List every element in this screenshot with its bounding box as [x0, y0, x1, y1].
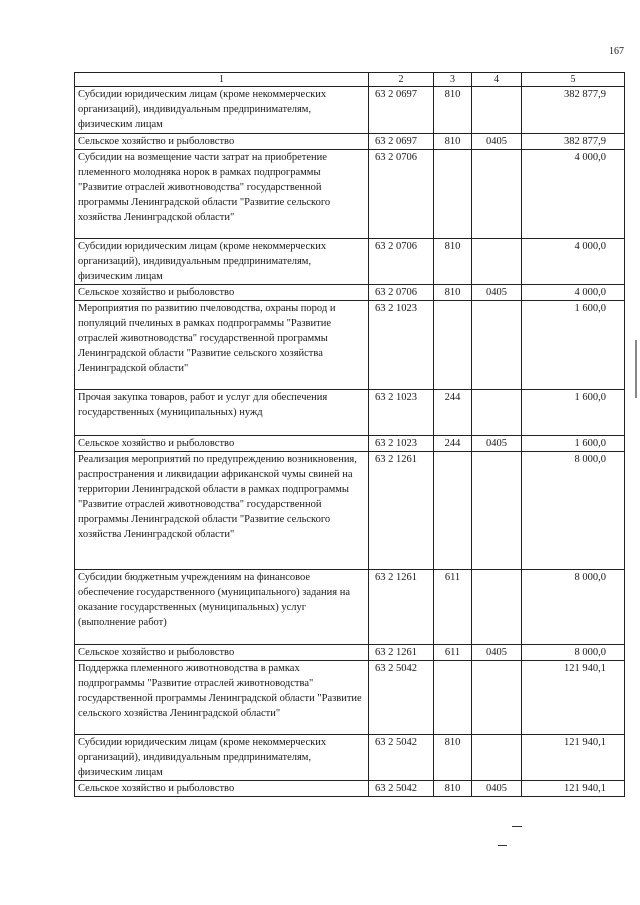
table-row: [75, 661, 625, 735]
row-section: [472, 150, 522, 239]
row-sum: 4 000,0: [522, 239, 625, 285]
row-name: Сельское хозяйство и рыболовство: [75, 285, 369, 301]
row-sum: 4 000,0: [522, 150, 625, 239]
row-sum: 382 877,9: [522, 134, 625, 150]
table-row: [75, 134, 625, 150]
row-section: [472, 570, 522, 645]
row-sum: 8 000,0: [522, 452, 625, 570]
row-sum: 1 600,0: [522, 301, 625, 390]
row-section: [472, 661, 522, 735]
header-cell-name: 1: [75, 73, 369, 87]
row-expense-type: [434, 150, 472, 239]
row-expense-type: [434, 661, 472, 735]
scan-speck: [498, 845, 507, 846]
scan-speck: [512, 826, 522, 827]
budget-table: [74, 72, 625, 797]
row-name: Субсидии юридическим лицам (кроме некоммерческих организаций), индивидуальным предпринимателям, физическим лицам: [75, 87, 369, 134]
row-name: Субсидии юридическим лицам (кроме некоммерческих организаций), индивидуальным предпринимателям, физическим лицам: [75, 735, 369, 781]
row-sum: 8 000,0: [522, 570, 625, 645]
row-section: 0405: [472, 645, 522, 661]
scan-edge-mark: [635, 340, 637, 398]
row-name: Субсидии юридическим лицам (кроме некоммерческих организаций), индивидуальным предпринимателям, физическим лицам: [75, 239, 369, 285]
row-sum: 1 600,0: [522, 436, 625, 452]
row-sum: 8 000,0: [522, 645, 625, 661]
table-row: [75, 645, 625, 661]
table-header-row: [75, 73, 625, 87]
row-expense-type: 810: [434, 735, 472, 781]
row-expense-type: 244: [434, 390, 472, 436]
row-sum: 121 940,1: [522, 661, 625, 735]
table-row: [75, 285, 625, 301]
table-row: [75, 436, 625, 452]
row-code: 63 2 1261: [369, 570, 434, 645]
row-code: 63 2 0697: [369, 87, 434, 134]
row-code: 63 2 5042: [369, 735, 434, 781]
row-sum: 121 940,1: [522, 735, 625, 781]
table-row: [75, 390, 625, 436]
table-row: [75, 150, 625, 239]
row-code: 63 2 0706: [369, 150, 434, 239]
row-section: 0405: [472, 781, 522, 797]
row-section: [472, 452, 522, 570]
row-name: Реализация мероприятий по предупреждению возникновения, распространения и ликвидации африканской чумы свиней на территории Ленинградской области в рамках подпрограммы "Развитие отраслей животноводства" государственной программы Ленинградской области "Развитие сельского хозяйства Ленинградской области": [75, 452, 369, 570]
header-cell-rz: 4: [472, 73, 522, 87]
row-code: 63 2 1023: [369, 436, 434, 452]
row-expense-type: 611: [434, 645, 472, 661]
row-expense-type: 810: [434, 134, 472, 150]
row-section: [472, 390, 522, 436]
row-name: Сельское хозяйство и рыболовство: [75, 645, 369, 661]
row-expense-type: 810: [434, 781, 472, 797]
page-number: 167: [609, 46, 624, 57]
row-code: 63 2 0706: [369, 285, 434, 301]
row-expense-type: 244: [434, 436, 472, 452]
header-cell-vr: 3: [434, 73, 472, 87]
row-name: Поддержка племенного животноводства в рамках подпрограммы "Развитие отраслей животноводства" государственной программы Ленинградской области "Развитие сельского хозяйства Ленинградской области": [75, 661, 369, 735]
header-cell-sum: 5: [522, 73, 625, 87]
row-name: Субсидии на возмещение части затрат на приобретение племенного молодняка норок в рамках подпрограммы "Развитие отраслей животноводства" государственной программы Ленинградской области "Развитие сельского хозяйства Ленинградской области": [75, 150, 369, 239]
row-code: 63 2 1261: [369, 452, 434, 570]
row-expense-type: 611: [434, 570, 472, 645]
row-code: 63 2 5042: [369, 661, 434, 735]
row-sum: 382 877,9: [522, 87, 625, 134]
row-section: [472, 87, 522, 134]
row-sum: 1 600,0: [522, 390, 625, 436]
row-expense-type: 810: [434, 239, 472, 285]
row-section: [472, 301, 522, 390]
table-row: [75, 301, 625, 390]
row-code: 63 2 0697: [369, 134, 434, 150]
row-code: 63 2 1023: [369, 390, 434, 436]
row-section: 0405: [472, 285, 522, 301]
row-name: Субсидии бюджетным учреждениям на финансовое обеспечение государственного (муниципального) задания на оказание государственных (муниципальных) услуг (выполнение работ): [75, 570, 369, 645]
row-sum: 4 000,0: [522, 285, 625, 301]
table-row: [75, 239, 625, 285]
table-row: [75, 735, 625, 781]
table-row: [75, 570, 625, 645]
row-sum: 121 940,1: [522, 781, 625, 797]
row-section: [472, 735, 522, 781]
table-row: [75, 452, 625, 570]
row-code: 63 2 1023: [369, 301, 434, 390]
row-expense-type: 810: [434, 285, 472, 301]
row-name: Сельское хозяйство и рыболовство: [75, 436, 369, 452]
row-code: 63 2 0706: [369, 239, 434, 285]
row-expense-type: [434, 301, 472, 390]
row-name: Прочая закупка товаров, работ и услуг для обеспечения государственных (муниципальных) нужд: [75, 390, 369, 436]
row-expense-type: [434, 452, 472, 570]
row-name: Сельское хозяйство и рыболовство: [75, 134, 369, 150]
table-row: [75, 87, 625, 134]
header-cell-code: 2: [369, 73, 434, 87]
row-code: 63 2 1261: [369, 645, 434, 661]
row-section: 0405: [472, 134, 522, 150]
row-name: Мероприятия по развитию пчеловодства, охраны пород и популяций пчелиных в рамках подпрограммы "Развитие отраслей животноводства" государственной программы Ленинградской области "Развитие сельского хозяйства Ленинградской области": [75, 301, 369, 390]
row-section: [472, 239, 522, 285]
table-row: [75, 781, 625, 797]
row-expense-type: 810: [434, 87, 472, 134]
row-name: Сельское хозяйство и рыболовство: [75, 781, 369, 797]
row-code: 63 2 5042: [369, 781, 434, 797]
row-section: 0405: [472, 436, 522, 452]
